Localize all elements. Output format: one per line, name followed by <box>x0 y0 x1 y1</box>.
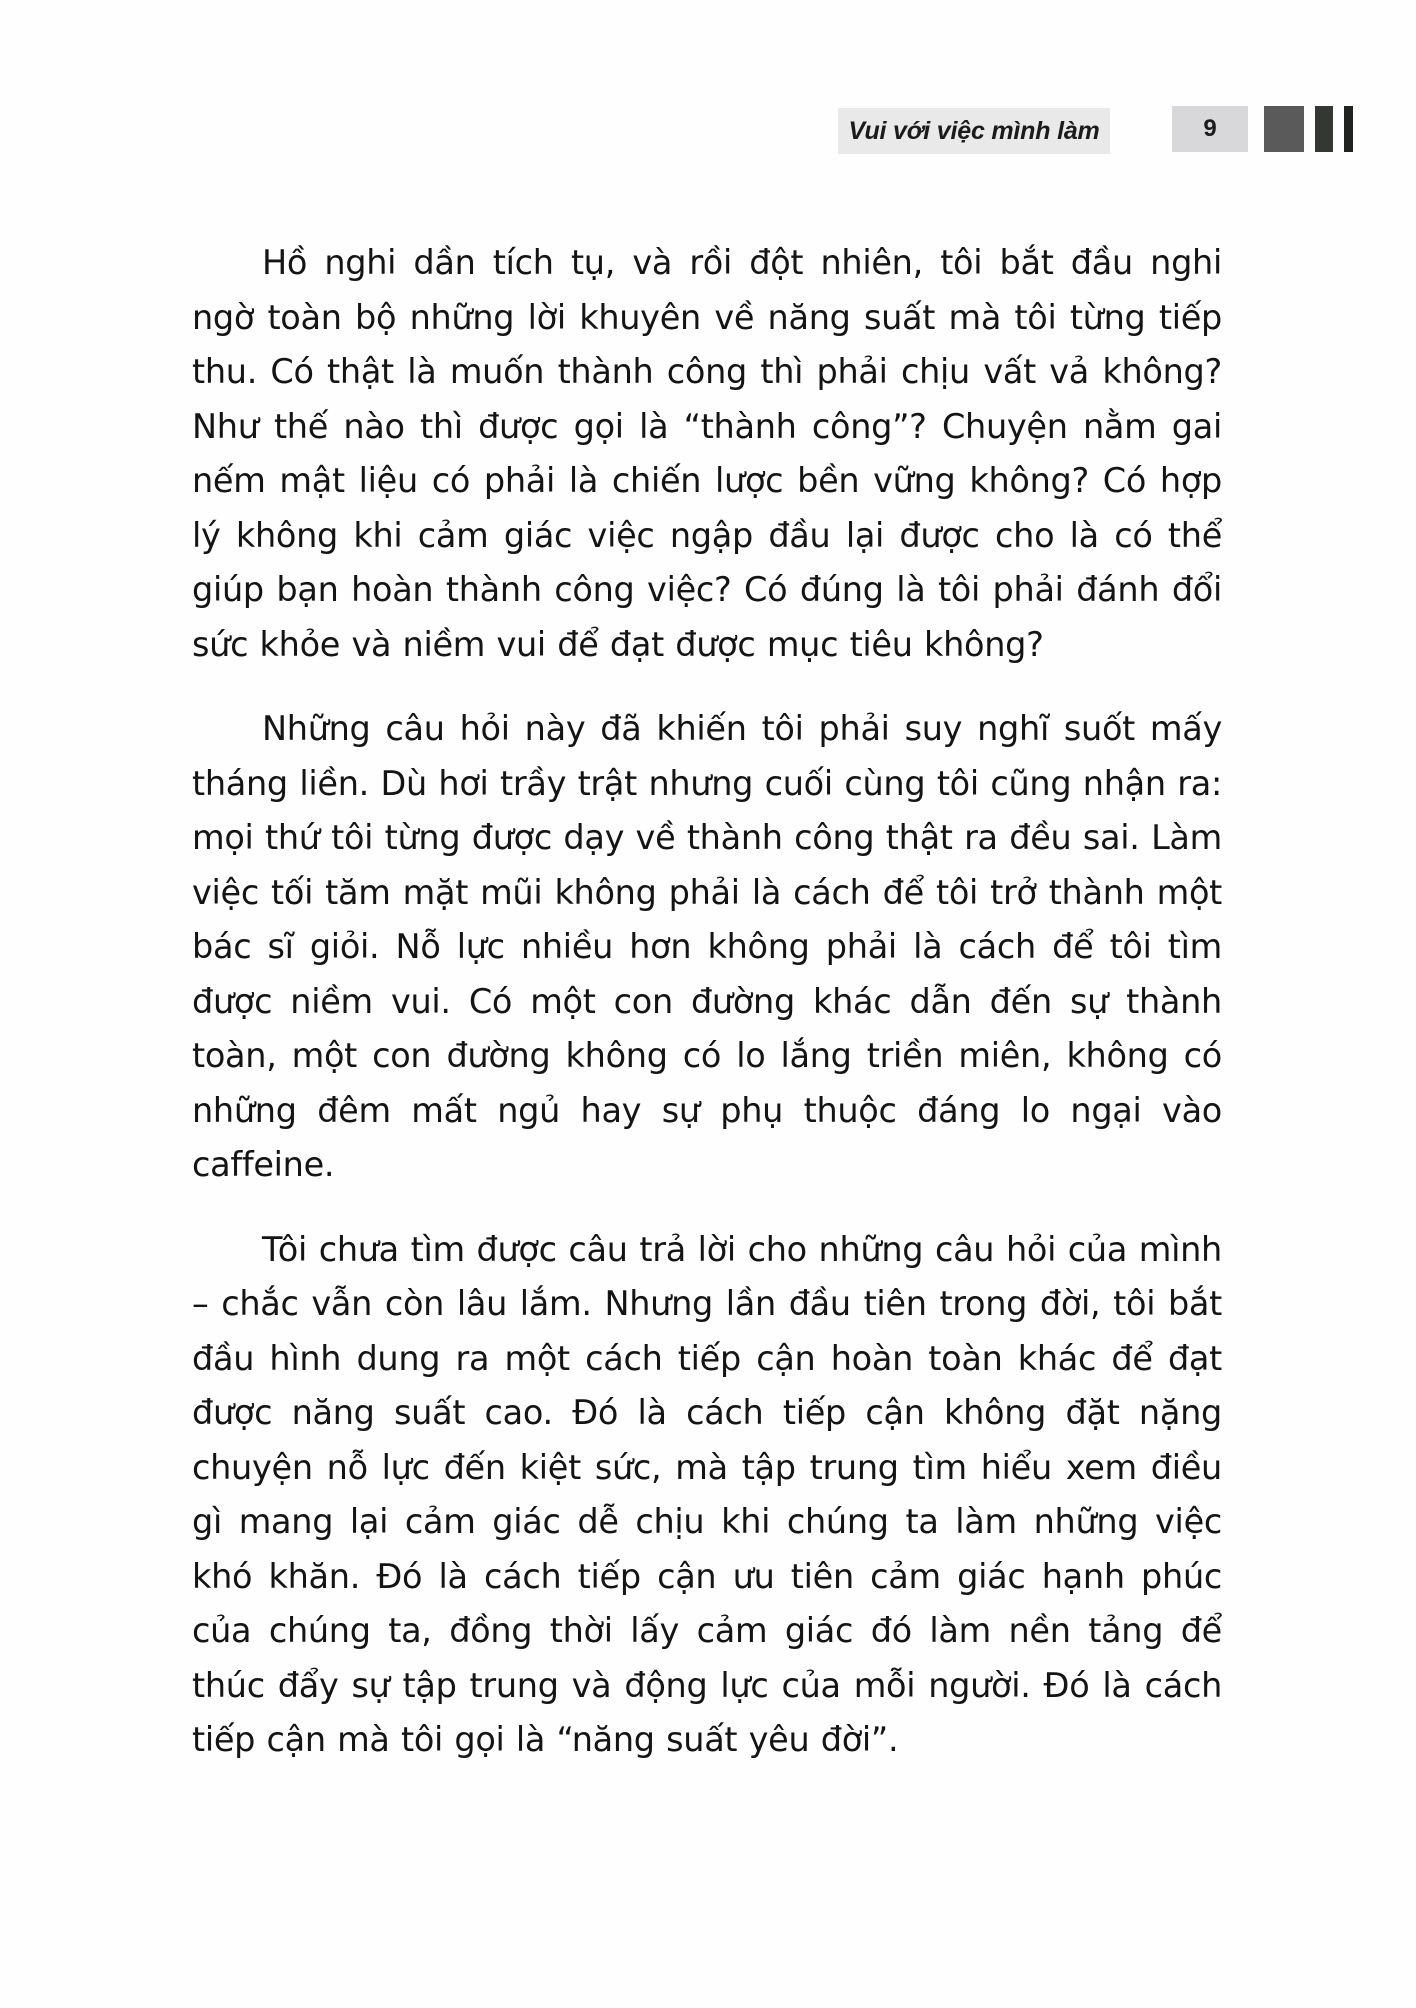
paragraph: Hồ nghi dần tích tụ, và rồi đột nhiên, tôi bắt đầu nghi ngờ toàn bộ những lời khuyên về năng suất mà tôi từng tiếp thu. Có thật là muốn thành công thì phải chịu vất vả không? Như thế nào thì được gọi là “thành công”? Chuyện nằm gai nếm mật liệu có phải là chiến lược bền vững không? Có hợp lý không khi cảm giác việc ngập đầu lại được cho là có thể giúp bạn hoàn thành công việc? Có đúng là tôi phải đánh đổi sức khỏe và niềm vui để đạt được mục tiêu không? <box>192 243 1222 664</box>
running-header <box>0 104 1416 156</box>
body-text <box>192 236 1222 1798</box>
paragraph: Những câu hỏi này đã khiến tôi phải suy nghĩ suốt mấy tháng liền. Dù hơi trầy trật nhưng cuối cùng tôi cũng nhận ra: mọi thứ tôi từng được dạy về thành công thật ra đều sai. Làm việc tối tăm mặt mũi không phải là cách để tôi trở thành một bác sĩ giỏi. Nỗ lực nhiều hơn không phải là cách để tôi tìm được niềm vui. Có một con đường khác dẫn đến sự thành toàn, một con đường không có lo lắng triền miên, không có những đêm mất ngủ hay sự phụ thuộc đáng lo ngại vào caffeine. <box>192 709 1222 1184</box>
page-number-box <box>1172 106 1248 152</box>
paragraph: Tôi chưa tìm được câu trả lời cho những câu hỏi của mình – chắc vẫn còn lâu lắm. Nhưng lần đầu tiên trong đời, tôi bắt đầu hình dung ra một cách tiếp cận hoàn toàn khác để đạt được năng suất cao. Đó là cách tiếp cận không đặt nặng chuyện nỗ lực đến kiệt sức, mà tập trung tìm hiểu xem điều gì mang lại cảm giác dễ chịu khi chúng ta làm những việc khó khăn. Đó là cách tiếp cận ưu tiên cảm giác hạnh phúc của chúng ta, đồng thời lấy cảm giác đó làm nền tảng để thúc đẩy sự tập trung và động lực của mỗi người. Đó là cách tiếp cận mà tôi gọi là “năng suất yêu đời”. <box>192 1229 1222 1759</box>
page-number: 9 <box>1203 115 1217 142</box>
decorative-bar-icon <box>1344 106 1353 152</box>
decorative-bar-icon <box>1315 106 1333 152</box>
running-title-box <box>838 108 1110 154</box>
running-title: Vui với việc mình làm <box>848 116 1100 145</box>
decorative-bar-icon <box>1264 106 1304 152</box>
